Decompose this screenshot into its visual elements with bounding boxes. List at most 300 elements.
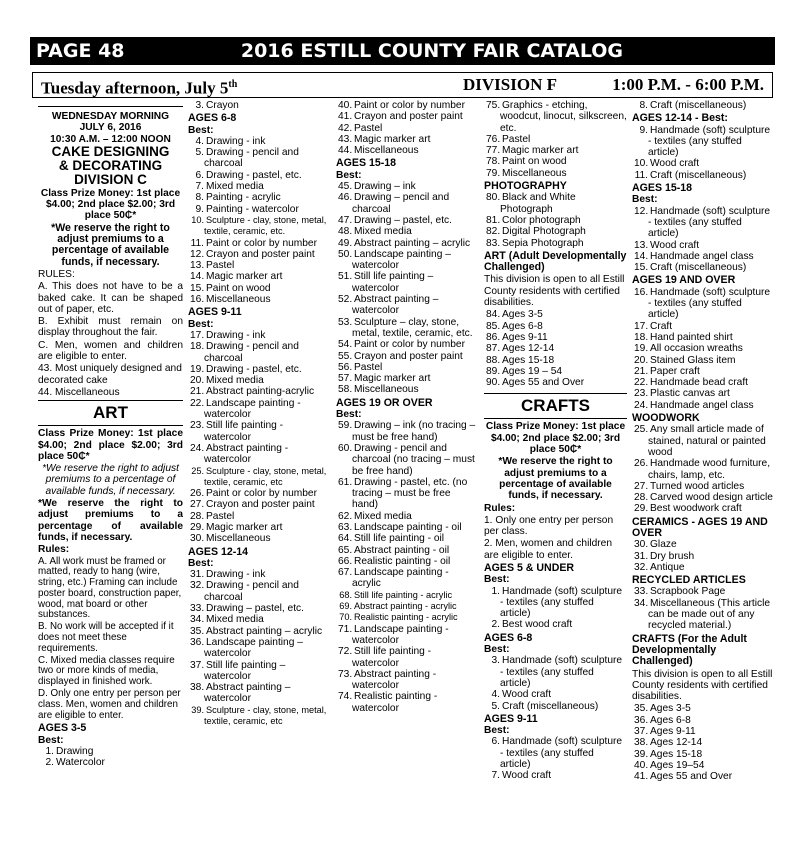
class-text: Paint or color by number: [206, 237, 317, 249]
class-list: [632, 125, 775, 181]
class-number: 12.: [634, 205, 649, 217]
class-text: Mixed media: [354, 510, 412, 522]
class-list: [188, 330, 331, 545]
class-item: 2. Watercolor: [45, 757, 105, 769]
divider: [38, 400, 183, 401]
class-number: 37.: [190, 659, 205, 671]
class-item: [336, 533, 479, 544]
class-text: Paint or color by number: [354, 100, 465, 111]
best-label: Best:: [336, 409, 362, 421]
class-item: [188, 170, 331, 181]
class-number: 27.: [634, 480, 649, 492]
class-item: [632, 125, 775, 159]
class-item: [484, 770, 627, 781]
class-item: [188, 466, 331, 489]
age-group-heading: AGES 6-8: [188, 112, 237, 125]
class-text: Drawing - pastel, etc. (no tracing – must be free hand): [352, 476, 468, 511]
class-item: [484, 355, 627, 366]
class-text: Abstract painting – watercolor: [204, 682, 291, 705]
class-text: Magic marker art: [502, 145, 579, 157]
class-item: [632, 287, 775, 321]
class-number: 34.: [190, 614, 205, 626]
class-text: Drawing - ink: [206, 135, 266, 147]
class-text: Antique: [650, 561, 685, 573]
class-text: Handmade (soft) sculpture - textiles (any stuffed article): [500, 585, 623, 620]
class-item: [188, 511, 331, 522]
class-item: [188, 238, 331, 249]
class-item: [188, 283, 331, 294]
class-number: 74.: [338, 691, 353, 703]
best-label: Best:: [188, 557, 214, 569]
class-number: 4.: [195, 135, 204, 147]
class-number: 38.: [634, 737, 649, 749]
class-text: Realistic painting - oil: [354, 555, 451, 567]
class-number: 89.: [486, 365, 501, 377]
class-text: Drawing – pastel, etc.: [206, 603, 304, 615]
class-item: [484, 377, 627, 388]
class-item: [336, 420, 479, 443]
class-item: [484, 134, 627, 145]
class-number: 33.: [634, 586, 649, 598]
class-text: Ages 3-5: [650, 703, 691, 715]
rule-text: 2. Men, women and children are eligible to enter.: [484, 538, 612, 561]
class-item: [484, 100, 627, 134]
class-item: [336, 181, 479, 192]
class-item: [336, 226, 479, 237]
class-item: [188, 569, 331, 580]
best-label: Best:: [38, 734, 64, 746]
class-item: [632, 481, 775, 492]
class-text: Ages 12-14: [650, 737, 703, 749]
class-number: 78.: [486, 156, 501, 168]
class-item: [632, 251, 775, 262]
class-list: [484, 309, 627, 388]
class-number: 11.: [190, 237, 204, 249]
class-number: 18.: [634, 331, 649, 343]
class-text: Hand painted shirt: [650, 331, 733, 343]
class-item: [336, 624, 479, 647]
reserve-note: *We reserve the right to adjust premiums to a percentage of available funds, if necessary.: [42, 463, 179, 497]
class-number: 65.: [338, 544, 353, 556]
class-text: Abstract painting – watercolor: [352, 294, 439, 317]
class-text: Handmade wood furniture, chairs, lamp, etc.: [648, 458, 771, 481]
class-number: 53.: [338, 316, 353, 328]
divider: [484, 393, 627, 394]
class-number: 84.: [486, 309, 501, 321]
class-item: [336, 339, 479, 350]
class-item: [632, 424, 775, 458]
class-item: [188, 603, 331, 614]
prize-money: Class Prize Money: 1st place $4.00; 2nd place $2.00; 3rd place 50₵*: [38, 428, 183, 462]
class-text: Still life painting - acrylic: [354, 589, 453, 600]
best-label: Best:: [632, 194, 658, 206]
class-item: [336, 556, 479, 567]
class-text: Wood craft: [502, 689, 552, 701]
class-number: 12.: [190, 248, 205, 260]
class-number: 29.: [190, 521, 205, 533]
class-item: [188, 420, 331, 443]
class-number: 10.: [191, 214, 204, 225]
class-item: [632, 332, 775, 343]
woodwork-heading: WOODWORK: [632, 412, 700, 425]
class-item: [336, 373, 479, 384]
class-text: Paper craft: [650, 365, 700, 377]
schedule-block: [38, 111, 183, 145]
age-group-heading: AGES 12-14 - Best:: [632, 112, 728, 125]
class-number: 9.: [195, 203, 204, 215]
class-text: Miscellaneous (This article can be made out of any recycled material.): [648, 597, 771, 632]
class-item: [336, 271, 479, 294]
class-text: Landscape painting - watercolor: [204, 397, 301, 421]
class-text: Still life painting – watercolor: [204, 659, 286, 682]
class-item: [632, 240, 775, 251]
class-number: 17.: [190, 329, 205, 341]
class-number: 3.: [491, 655, 500, 667]
class-item: [336, 362, 479, 373]
class-item: [632, 586, 775, 597]
class-text: Scrapbook Page: [650, 586, 726, 598]
class-text: Wood craft: [502, 770, 552, 782]
rule-text: C. Mixed media classes require two or more kinds of media, displayed in finished work.: [38, 654, 175, 688]
cake-division-title: CAKE DESIGNING & DECORATING DIVISION C: [51, 143, 170, 187]
class-item: [188, 386, 331, 397]
class-item: [484, 309, 627, 320]
class-text: Abstract painting – acrylic: [206, 625, 323, 637]
class-number: 35.: [190, 625, 205, 637]
class-number: 2.: [491, 619, 500, 631]
class-number: 32.: [190, 580, 205, 592]
class-text: Craft (miscellaneous): [650, 262, 747, 274]
class-number: 19.: [634, 343, 649, 355]
class-item: [336, 590, 479, 601]
class-item: [336, 669, 479, 692]
class-list: [484, 586, 627, 631]
class-number: 5.: [195, 147, 204, 159]
class-item: [632, 170, 775, 181]
class-item: [484, 168, 627, 179]
class-text: Abstract painting - oil: [354, 544, 450, 556]
class-item: [336, 443, 479, 477]
rules-label: Rules:: [38, 544, 70, 556]
class-number: 41.: [338, 111, 353, 123]
class-number: 20.: [190, 375, 205, 387]
class-number: 25.: [191, 465, 204, 476]
class-number: 40.: [338, 100, 353, 111]
class-item: [484, 701, 627, 712]
class-text: Handmade (soft) sculpture - textiles (any stuffed article): [648, 124, 771, 159]
schedule-line: 10:30 A.M. – 12:00 NOON: [50, 133, 171, 145]
class-list: [632, 539, 775, 573]
divider: [38, 425, 183, 426]
class-text: Any small article made of stained, natural or painted wood: [648, 424, 766, 458]
class-number: 90.: [486, 377, 501, 389]
class-text: Drawing - pastel, etc.: [206, 169, 302, 181]
class-item: [188, 100, 331, 111]
class-text: Best woodwork craft: [650, 503, 742, 515]
class-list: [484, 655, 627, 711]
class-item: [336, 522, 479, 533]
class-number: 85.: [486, 320, 501, 332]
column-2: [188, 100, 331, 850]
class-text: Still life painting - watercolor: [352, 646, 432, 669]
division-subhead: [32, 72, 773, 98]
class-text: Ages 3-5: [502, 309, 543, 321]
class-item: [188, 499, 331, 510]
page-banner: [30, 37, 775, 65]
class-text: Mixed media: [206, 181, 264, 193]
class-number: 25.: [634, 424, 649, 436]
class-item: [336, 646, 479, 669]
class-number: 27.: [190, 499, 205, 511]
class-number: 79.: [486, 167, 501, 179]
class-item: [484, 192, 627, 215]
class-text: Plastic canvas art: [650, 388, 730, 400]
age-group-heading: AGES 15-18: [632, 182, 693, 195]
class-item: [632, 100, 775, 111]
class-item: 1. Drawing: [45, 746, 94, 758]
class-text: Miscellaneous: [354, 145, 419, 157]
class-text: Graphics - etching, woodcut, linocut, silkscreen, etc.: [500, 100, 627, 134]
class-item: [188, 181, 331, 192]
class-item: [632, 715, 775, 726]
best-label: Best:: [188, 318, 214, 330]
class-text: Ages 6-8: [650, 714, 691, 726]
class-item: [188, 147, 331, 170]
class-number: 23.: [190, 420, 205, 432]
class-number: 41.: [634, 771, 649, 783]
class-item: [188, 341, 331, 364]
class-text: Mixed media: [354, 226, 412, 238]
class-item: [632, 262, 775, 273]
catalog-columns: [34, 100, 775, 850]
class-item: [484, 586, 627, 620]
class-number: 88.: [486, 354, 501, 366]
age-group-heading: AGES 5 & UNDER: [484, 561, 575, 574]
class-text: Craft (miscellaneous): [650, 169, 747, 181]
class-number: 59.: [338, 420, 353, 432]
class-number: 21.: [190, 386, 205, 398]
class-item: [632, 366, 775, 377]
age-group-heading: AGES 19 OR OVER: [336, 396, 433, 409]
age-group-heading: AGES 19 AND OVER: [632, 274, 736, 287]
class-text: Abstract painting - watercolor: [352, 668, 437, 692]
class-item: [336, 545, 479, 556]
class-number: 18.: [190, 341, 205, 353]
ceramics-heading: CERAMICS - AGES 19 AND OVER: [632, 515, 768, 539]
class-list: [336, 100, 479, 156]
class-number: 15.: [190, 282, 205, 294]
rule-text: C. Men, women and children are eligible to enter.: [38, 339, 183, 363]
class-text: Drawing - pencil and charcoal: [204, 147, 299, 170]
class-text: Abstract painting-acrylic: [206, 386, 315, 398]
eligibility-note: This division is open to all Estill County residents with certified disabilities.: [484, 274, 625, 309]
class-number: 72.: [338, 646, 353, 658]
age-group-heading: AGES 3-5: [38, 722, 87, 735]
class-text: Still life painting – watercolor: [352, 271, 434, 294]
class-text: Craft (miscellaneous): [502, 700, 599, 712]
class-number: 42.: [338, 122, 353, 134]
class-number: 38.: [190, 682, 205, 694]
class-number: 43.: [338, 133, 353, 145]
reserve-note: *We reserve the right to adjust premiums to a percentage of available funds, if necessary.: [51, 221, 170, 268]
class-number: 8.: [639, 100, 648, 111]
class-number: 81.: [486, 214, 501, 226]
class-text: Crayon and poster paint: [206, 499, 315, 511]
class-number: 82.: [486, 226, 501, 238]
class-text: Sepia Photograph: [502, 237, 584, 249]
class-item: [632, 388, 775, 399]
class-list: [632, 424, 775, 514]
class-item: [484, 226, 627, 237]
class-item: [632, 343, 775, 354]
class-text: Miscellaneous: [206, 294, 271, 306]
rule-text: 1. Only one entry per person per class.: [484, 514, 614, 538]
class-text: Drawing – pastel, etc.: [354, 214, 452, 226]
class-number: 36.: [190, 636, 205, 648]
class-text: Landscape painting - watercolor: [352, 623, 449, 646]
class-item: [632, 737, 775, 748]
class-number: 56.: [338, 361, 353, 373]
age-group-heading: AGES 9-11: [188, 306, 242, 319]
class-number: 39.: [634, 748, 649, 760]
class-item: [188, 215, 331, 238]
class-item: [188, 271, 331, 282]
class-text: Sculpture - clay, stone, metal, textile, ceramic, etc: [204, 465, 327, 487]
rules-label: Rules:: [484, 502, 516, 514]
class-number: 37.: [634, 726, 649, 738]
class-text: Landscape painting – watercolor: [352, 248, 451, 272]
class-number: 77.: [486, 145, 501, 157]
best-label: Best:: [336, 169, 362, 181]
class-text: Handmade (soft) sculpture - textiles (any stuffed article): [648, 205, 771, 240]
class-number: 68.: [339, 589, 352, 600]
class-list: [188, 569, 331, 727]
class-list: [336, 181, 479, 396]
class-text: Drawing - pencil and charcoal: [204, 341, 299, 364]
class-number: 45.: [338, 181, 353, 193]
class-number: 14.: [634, 250, 649, 262]
class-item: 43. Most uniquely designed and decorated cake: [38, 363, 182, 386]
class-number: 10.: [634, 158, 649, 170]
class-item: [336, 601, 479, 612]
class-text: Ages 9-11: [650, 726, 696, 738]
class-item: [336, 351, 479, 362]
rule-text: B. Exhibit must remain on display throughout the fair.: [38, 316, 183, 339]
class-text: Handmade (soft) sculpture - textiles (any stuffed article): [648, 286, 771, 321]
class-item: [632, 562, 775, 573]
class-text: Handmade bead craft: [650, 377, 748, 389]
class-item: [188, 364, 331, 375]
class-number: 60.: [338, 442, 353, 454]
column-1: [38, 106, 183, 855]
class-number: 24.: [190, 442, 205, 454]
class-text: Color photograph: [502, 214, 581, 226]
class-text: Stained Glass item: [650, 354, 736, 366]
prize-money: Class Prize Money: 1st place $4.00; 2nd place $2.00; 3rd place 50₵*: [485, 421, 626, 456]
class-item: [336, 384, 479, 395]
class-number: 73.: [338, 668, 353, 680]
class-item: [484, 238, 627, 249]
class-item: [484, 343, 627, 354]
class-text: Craft: [650, 320, 673, 332]
class-text: Carved wood design article: [650, 492, 773, 504]
class-item: [484, 215, 627, 226]
class-text: Ages 55 and Over: [650, 771, 733, 783]
crafts-adult-heading: CRAFTS (For the Adult Developmentally Challenged): [632, 632, 747, 668]
class-number: 76.: [486, 133, 501, 145]
class-number: 22.: [190, 397, 205, 409]
schedule-line: JULY 6, 2016: [79, 122, 142, 134]
class-number: 70.: [339, 612, 352, 623]
class-item: [188, 705, 331, 728]
class-item: [484, 655, 627, 689]
class-item: [188, 375, 331, 386]
class-text: Paint on wood: [502, 156, 567, 168]
class-text: Mixed media: [206, 375, 264, 387]
class-text: Miscellaneous: [354, 384, 419, 396]
class-number: 6.: [491, 736, 500, 748]
class-text: Turned wood articles: [650, 480, 745, 492]
class-text: Sculpture – clay, stone, metal, textile, ceramic, etc.: [352, 316, 473, 339]
class-number: 71.: [338, 623, 353, 635]
class-text: Abstract painting - acrylic: [354, 601, 457, 612]
class-number: 50.: [338, 248, 353, 260]
class-number: 52.: [338, 294, 353, 306]
class-number: 16.: [634, 286, 649, 298]
class-number: 26.: [634, 458, 649, 470]
class-list: [484, 192, 627, 248]
class-number: 61.: [338, 476, 353, 488]
class-number: 19.: [190, 363, 205, 375]
class-text: Handmade (soft) sculpture - textiles (any stuffed article): [500, 736, 623, 771]
class-text: Painting - acrylic: [206, 192, 281, 204]
class-text: Paint or color by number: [206, 488, 317, 500]
class-item: [336, 691, 479, 714]
class-item: [188, 580, 331, 603]
best-label: Best:: [484, 725, 510, 737]
class-text: Glaze: [650, 539, 677, 551]
class-text: Crayon and poster paint: [354, 111, 463, 123]
class-number: 87.: [486, 343, 501, 355]
class-item: [188, 682, 331, 705]
class-list: [632, 586, 775, 631]
class-item: [188, 533, 331, 544]
class-text: Ages 55 and Over: [502, 377, 585, 389]
class-number: 32.: [634, 561, 649, 573]
class-number: 75.: [486, 100, 501, 111]
class-number: 30.: [190, 533, 205, 545]
class-text: Ages 6-8: [502, 320, 543, 332]
reserve-note: *We reserve the right to adjust premiums to a percentage of available funds, if necessary.: [38, 498, 183, 543]
class-number: 39.: [191, 704, 204, 715]
reserve-note: *We reserve the right to adjust premiums to a percentage of available funds, if necessary.: [498, 456, 613, 502]
best-label: Best:: [484, 644, 510, 656]
class-number: 35.: [634, 703, 649, 715]
class-list: [484, 100, 627, 179]
class-text: Still life painting - oil: [354, 533, 445, 545]
class-number: 14.: [190, 271, 205, 283]
class-item: [188, 192, 331, 203]
class-text: Mixed media: [206, 614, 264, 626]
class-item: [336, 100, 479, 111]
class-number: 4.: [491, 689, 500, 701]
class-item: [632, 771, 775, 782]
class-number: 1.: [491, 585, 500, 597]
class-item: [632, 703, 775, 714]
class-number: 16.: [190, 294, 205, 306]
class-text: Pastel: [354, 361, 383, 373]
class-item: [336, 317, 479, 340]
